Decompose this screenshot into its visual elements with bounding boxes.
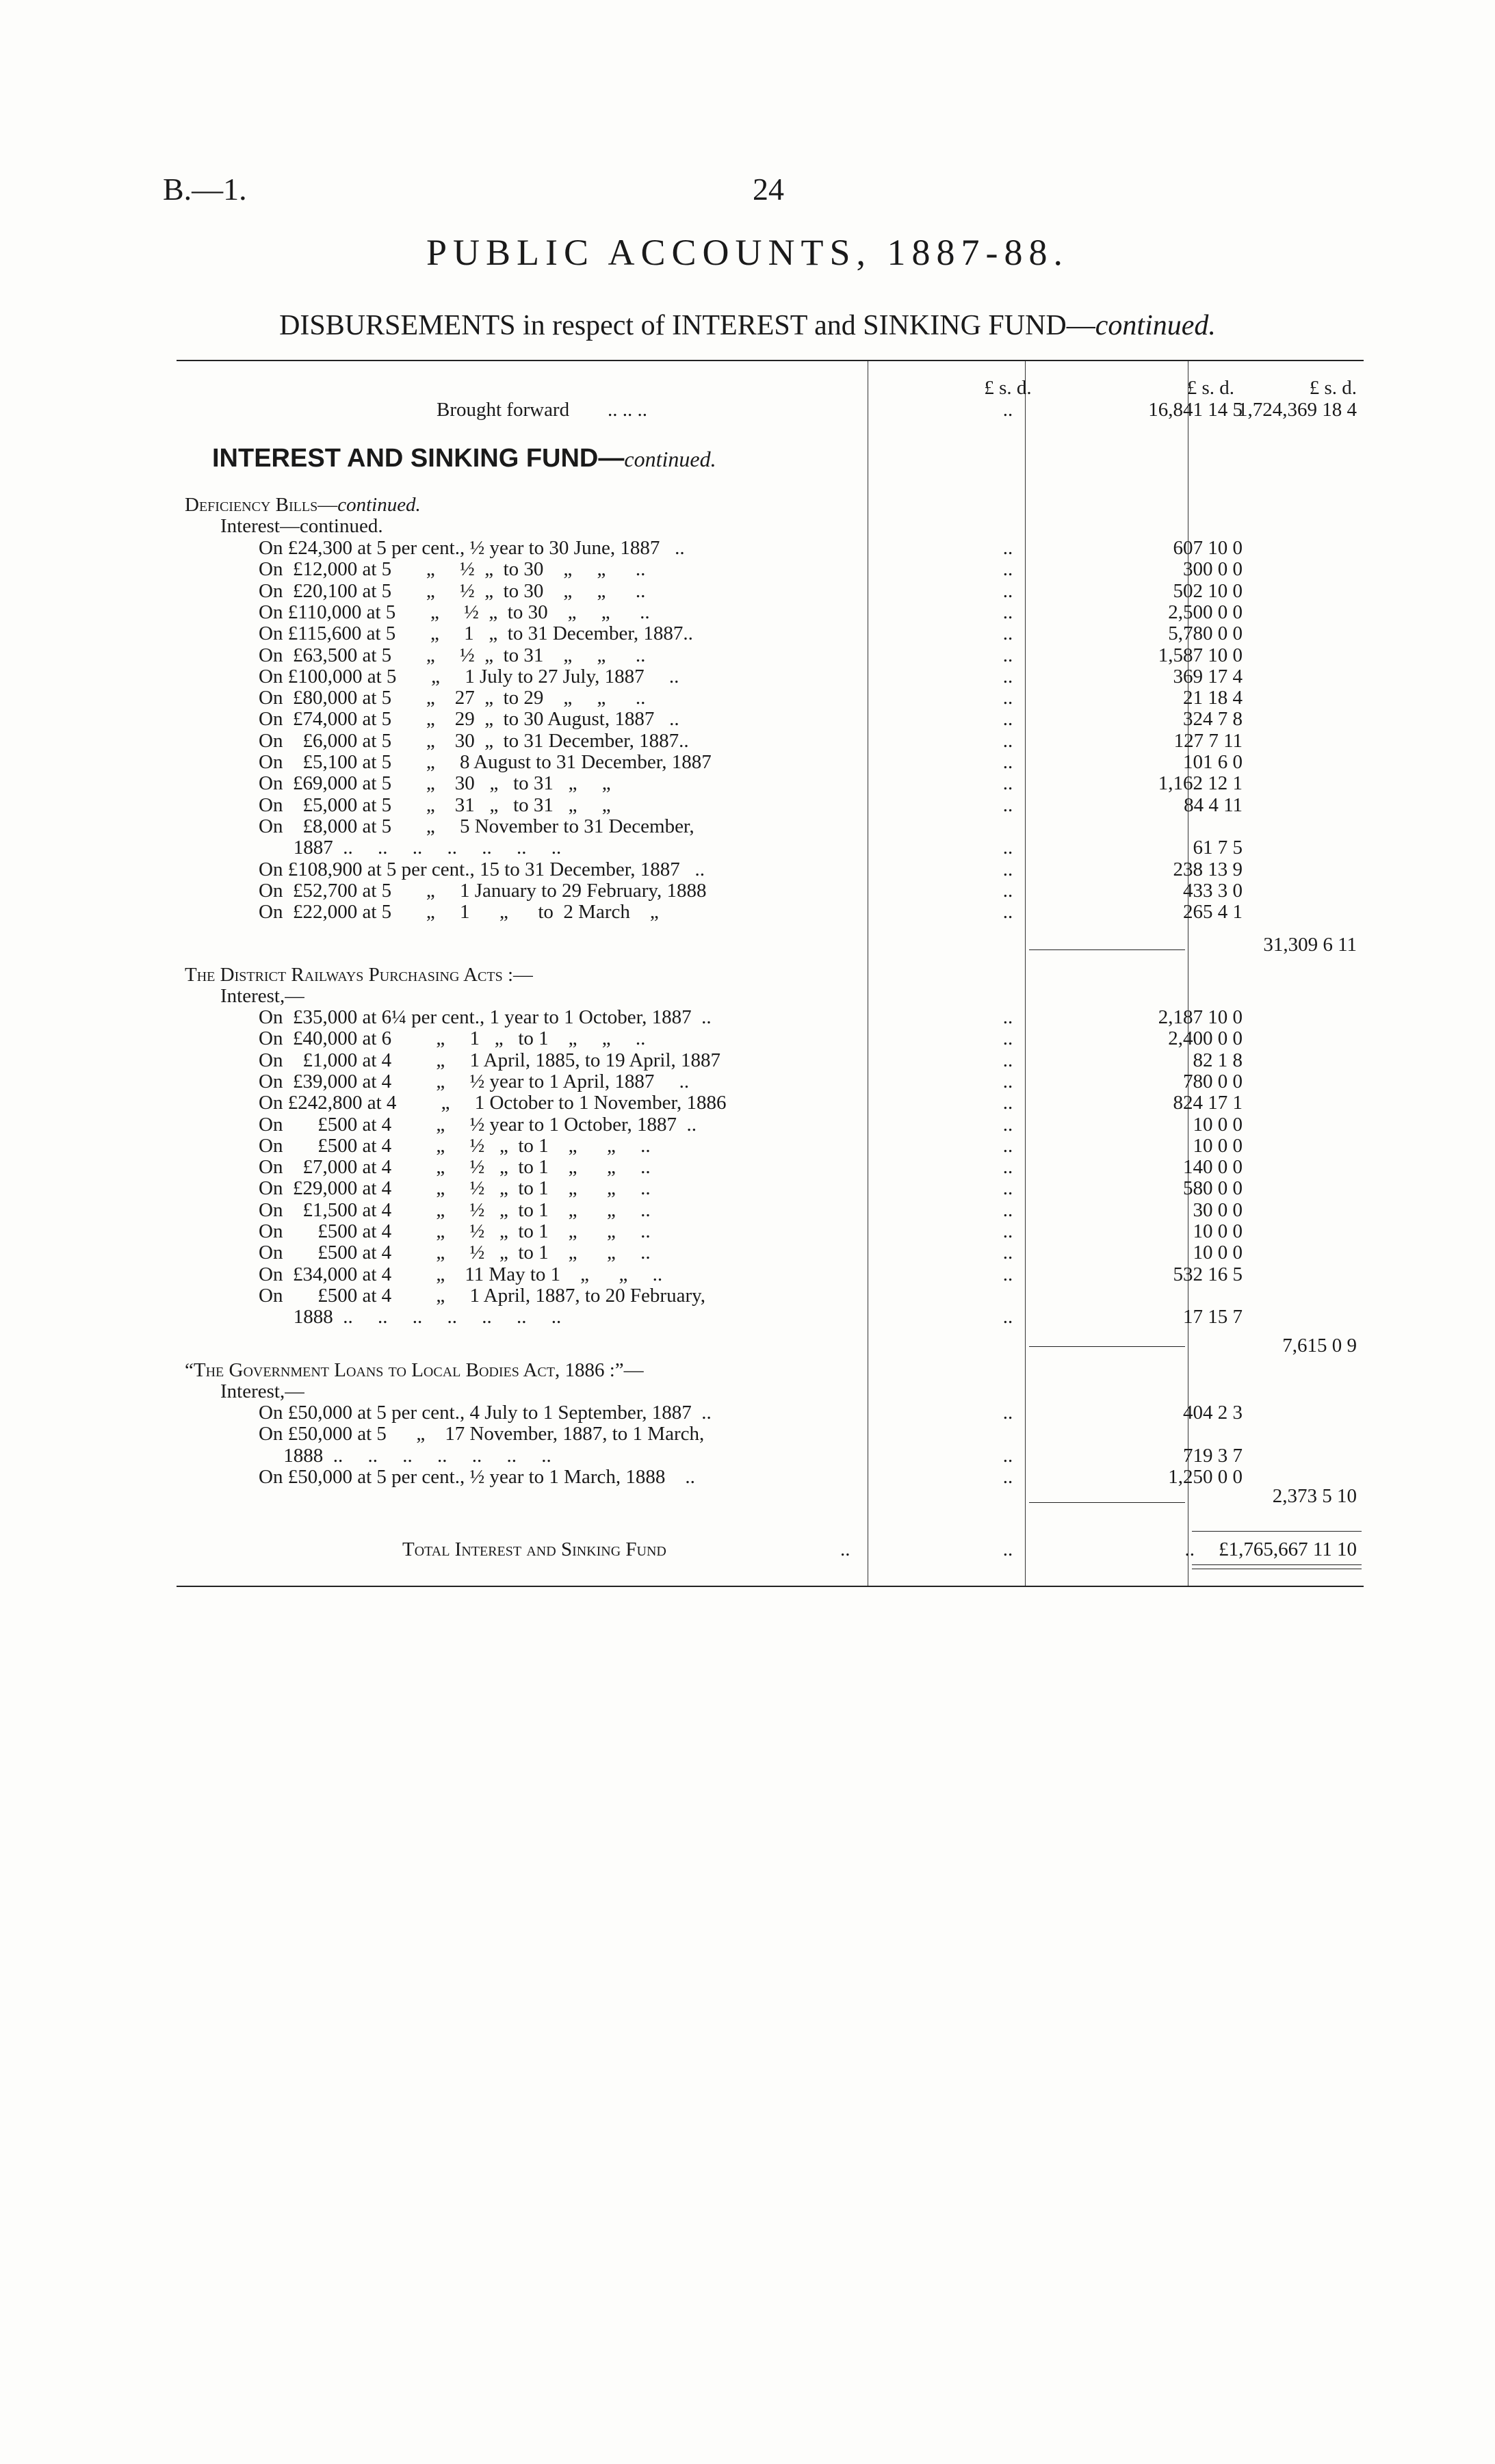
row-col1: .. (1002, 708, 1013, 731)
row-col1: .. (1002, 901, 1013, 923)
loans-subheading (177, 1381, 1364, 1402)
page-title: PUBLIC ACCOUNTS, 1887-88. (426, 232, 1069, 273)
row-col1: .. (1002, 1263, 1013, 1285)
row-col1: .. (1002, 879, 1013, 902)
table-row (177, 1092, 1364, 1114)
table-row (177, 731, 1364, 752)
total-rule (1192, 1531, 1362, 1532)
loans-total-row (177, 1486, 1364, 1507)
table-row (177, 645, 1364, 666)
table-row (177, 1264, 1364, 1285)
grand-total-label: Total Interest and Sinking Fund (402, 1539, 666, 1560)
total-double-rule (1192, 1564, 1362, 1565)
row-description: On £69,000 at 5 „ 30 „ to 31 „ „ (259, 773, 611, 795)
table-row (177, 709, 1364, 730)
table-row (177, 1136, 1364, 1157)
row-amount: 238 13 9 (1173, 858, 1243, 880)
brought-forward-col2: 16,841 14 5 (1148, 399, 1243, 421)
row-amount: 10 0 0 (1193, 1242, 1243, 1264)
railways-total: 7,615 0 9 (1282, 1335, 1357, 1356)
row-description: On £50,000 at 5 „ 17 November, 1887, to 1 March, (259, 1424, 705, 1445)
row-col1: .. (1002, 837, 1013, 859)
brought-forward-label: Brought forward (437, 399, 570, 421)
row-description: On £242,800 at 4 „ 1 October to 1 November, 1886 (259, 1092, 727, 1114)
row-amount: 21 18 4 (1183, 687, 1243, 709)
row-amount: 10 0 0 (1193, 1220, 1243, 1242)
table-row (177, 902, 1364, 923)
leader-dots: .. (840, 1539, 850, 1560)
row-col1: .. (1002, 751, 1013, 773)
table-row (177, 559, 1364, 580)
row-description: On £108,900 at 5 per cent., 15 to 31 December, 1887 .. (259, 859, 705, 880)
table-row (177, 1221, 1364, 1242)
row-description: On £50,000 at 5 per cent., ½ year to 1 March, 1888 .. (259, 1466, 695, 1488)
brought-forward-col3: 1,724,369 18 4 (1238, 399, 1357, 421)
railways-subheading-text: Interest,— (220, 986, 305, 1007)
section-heading-text: INTEREST AND SINKING FUND—continued. (212, 444, 716, 473)
accounts-table (177, 360, 1364, 1587)
column-header-2: £ s. d. (1186, 377, 1234, 399)
loans-total: 2,373 5 10 (1272, 1485, 1357, 1507)
column-header-1: £ s. d. (984, 377, 1032, 399)
row-description: On £29,000 at 4 „ ½ „ to 1 „ „ .. (259, 1178, 651, 1200)
row-description: On £110,000 at 5 „ ½ „ to 30 „ „ .. (259, 601, 650, 623)
row-col1: .. (1002, 1156, 1013, 1179)
table-row (177, 773, 1364, 794)
leader-dots: .. .. .. (608, 399, 647, 421)
row-amount: 1,250 0 0 (1168, 1465, 1243, 1488)
row-col1: .. (1002, 622, 1013, 645)
row-col1: .. (1002, 1092, 1013, 1114)
railways-heading-text: The District Railways Purchasing Acts :— (185, 965, 534, 986)
document-reference: B.—1. (163, 172, 247, 207)
table-row (177, 1157, 1364, 1178)
table-row (177, 880, 1364, 902)
table-row (177, 1467, 1364, 1488)
table-row (177, 1307, 1364, 1328)
railways-heading (177, 965, 1364, 986)
subtitle-main: DISBURSEMENTS in respect of INTEREST and SINKING FUND— (279, 310, 1095, 341)
loans-subheading-text: Interest,— (220, 1381, 305, 1402)
row-description: On £500 at 4 „ ½ „ to 1 „ „ .. (259, 1135, 651, 1157)
row-description: On £5,100 at 5 „ 8 August to 31 December, 1887 (259, 752, 712, 773)
table-row (177, 859, 1364, 880)
row-description: On £80,000 at 5 „ 27 „ to 29 „ „ .. (259, 687, 646, 709)
row-col1: .. (1002, 1465, 1013, 1488)
table-row (177, 1114, 1364, 1136)
table-row (177, 1028, 1364, 1049)
row-col1: .. (1002, 1049, 1013, 1071)
table-row (177, 1285, 1364, 1307)
column-header-3: £ s. d. (1309, 377, 1357, 399)
row-col1: .. (1002, 794, 1013, 816)
row-description: On £40,000 at 6 „ 1 „ to 1 „ „ .. (259, 1028, 646, 1050)
row-col1: .. (1002, 558, 1013, 581)
row-description: On £39,000 at 4 „ ½ year to 1 April, 1887 .. (259, 1071, 690, 1092)
row-description: On £22,000 at 5 „ 1 „ to 2 March „ (259, 902, 659, 923)
row-amount: 300 0 0 (1183, 558, 1243, 581)
row-description: On £500 at 4 „ ½ year to 1 October, 1887 .. (259, 1114, 697, 1136)
table-row (177, 581, 1364, 602)
row-description: 1888 .. .. .. .. .. .. .. (259, 1307, 562, 1328)
table-row (177, 1200, 1364, 1221)
table-row (177, 1007, 1364, 1028)
row-col1: .. (1002, 537, 1013, 559)
row-description: On £500 at 4 „ ½ „ to 1 „ „ .. (259, 1221, 651, 1242)
row-description: On £7,000 at 4 „ ½ „ to 1 „ „ .. (259, 1157, 651, 1179)
row-col1: .. (1002, 687, 1013, 709)
grand-total-col1: .. (1002, 1538, 1013, 1560)
loans-heading (177, 1360, 1364, 1381)
table-row (177, 1242, 1364, 1263)
row-amount: 404 2 3 (1183, 1402, 1243, 1424)
row-col1: .. (1002, 1113, 1013, 1136)
grand-total-value: £1,765,667 11 10 (1219, 1538, 1357, 1560)
row-description: On £74,000 at 5 „ 29 „ to 30 August, 1887 .. (259, 709, 679, 731)
row-amount: 433 3 0 (1183, 879, 1243, 902)
grand-total-row (177, 1539, 1364, 1560)
row-col1: .. (1002, 601, 1013, 623)
row-col1: .. (1002, 1027, 1013, 1050)
loans-heading-text: “The Government Loans to Local Bodies Act, 1886 :”— (185, 1360, 644, 1381)
row-amount: 1,162 12 1 (1158, 772, 1243, 795)
table-row (177, 666, 1364, 687)
row-description: On £8,000 at 5 „ 5 November to 31 December, (259, 815, 694, 837)
row-description: On £12,000 at 5 „ ½ „ to 30 „ „ .. (259, 559, 646, 581)
table-row (177, 623, 1364, 644)
row-amount: 101 6 0 (1183, 751, 1243, 773)
subtitle-continued: continued. (1095, 310, 1216, 341)
row-description: On £500 at 4 „ ½ „ to 1 „ „ .. (259, 1242, 651, 1264)
deficiency-heading (177, 495, 1364, 516)
row-description: On £34,000 at 4 „ 11 May to 1 „ „ .. (259, 1263, 663, 1285)
row-description: On £50,000 at 5 per cent., 4 July to 1 September, 1887 .. (259, 1402, 712, 1424)
column-headers (177, 378, 1364, 399)
section-heading (177, 443, 1364, 474)
row-col1: .. (1002, 729, 1013, 752)
row-col1: .. (1002, 1177, 1013, 1200)
railways-total-row (177, 1335, 1364, 1356)
table-row (177, 816, 1364, 837)
deficiency-total: 31,309 6 11 (1263, 934, 1357, 956)
table-row (177, 1178, 1364, 1199)
row-col1: .. (1002, 1070, 1013, 1092)
row-amount: 82 1 8 (1193, 1049, 1243, 1071)
row-description: 1887 .. .. .. .. .. .. .. (259, 837, 562, 859)
page-number: 24 (753, 172, 784, 207)
row-description: On £500 at 4 „ 1 April, 1887, to 20 February, (259, 1285, 705, 1307)
table-row (177, 1424, 1364, 1445)
row-amount: 2,400 0 0 (1168, 1027, 1243, 1050)
table-row (177, 1071, 1364, 1092)
row-amount: 10 0 0 (1193, 1134, 1243, 1157)
row-col1: .. (1002, 1198, 1013, 1221)
row-amount: 824 17 1 (1173, 1092, 1243, 1114)
row-col1: .. (1002, 579, 1013, 602)
row-amount: 780 0 0 (1183, 1070, 1243, 1092)
table-row (177, 538, 1364, 559)
table-row (177, 752, 1364, 773)
table-row (177, 1050, 1364, 1071)
brought-forward-col1: .. (1002, 399, 1013, 421)
row-amount: 127 7 11 (1173, 729, 1243, 752)
row-amount: 5,780 0 0 (1168, 622, 1243, 645)
row-amount: 607 10 0 (1173, 537, 1243, 559)
row-col1: .. (1002, 644, 1013, 666)
row-description: On £20,100 at 5 „ ½ „ to 30 „ „ .. (259, 580, 646, 602)
row-description: On £6,000 at 5 „ 30 „ to 31 December, 1887.. (259, 730, 689, 752)
row-col1: .. (1002, 1402, 1013, 1424)
row-description: On £24,300 at 5 per cent., ½ year to 30 June, 1887 .. (259, 538, 685, 559)
row-col1: .. (1002, 1134, 1013, 1157)
grand-total-col2: .. (1184, 1538, 1195, 1560)
row-amount: 324 7 8 (1183, 708, 1243, 731)
row-amount: 502 10 0 (1173, 579, 1243, 602)
table-row (177, 687, 1364, 709)
row-amount: 1,587 10 0 (1158, 644, 1243, 666)
deficiency-subheading (177, 516, 1364, 537)
table-row (177, 795, 1364, 816)
row-amount: 580 0 0 (1183, 1177, 1243, 1200)
row-description: On £1,500 at 4 „ ½ „ to 1 „ „ .. (259, 1199, 651, 1221)
row-col1: .. (1002, 1006, 1013, 1028)
table-row (177, 837, 1364, 859)
row-col1: .. (1002, 1306, 1013, 1328)
row-amount: 10 0 0 (1193, 1113, 1243, 1136)
row-col1: .. (1002, 858, 1013, 880)
row-description: 1888 .. .. .. .. .. .. .. (259, 1445, 551, 1467)
row-amount: 140 0 0 (1183, 1156, 1243, 1179)
row-amount: 2,187 10 0 (1158, 1006, 1243, 1028)
row-col1: .. (1002, 1220, 1013, 1242)
deficiency-heading-text: Deficiency Bills—continued. (185, 495, 421, 516)
table-row (177, 1445, 1364, 1467)
row-amount: 61 7 5 (1193, 837, 1243, 859)
row-col1: .. (1002, 665, 1013, 687)
row-col1: .. (1002, 1242, 1013, 1264)
row-amount: 369 17 4 (1173, 665, 1243, 687)
row-description: On £1,000 at 4 „ 1 April, 1885, to 19 April, 1887 (259, 1049, 721, 1071)
row-description: On £52,700 at 5 „ 1 January to 29 February, 1888 (259, 880, 707, 902)
table-row (177, 1402, 1364, 1424)
row-amount: 17 15 7 (1183, 1306, 1243, 1328)
row-amount: 719 3 7 (1183, 1444, 1243, 1467)
row-amount: 84 4 11 (1184, 794, 1243, 816)
deficiency-subheading-text: Interest—continued. (220, 516, 383, 537)
row-description: On £100,000 at 5 „ 1 July to 27 July, 1887 .. (259, 666, 679, 687)
row-description: On £115,600 at 5 „ 1 „ to 31 December, 1887.. (259, 623, 693, 645)
brought-forward-row (177, 399, 1364, 421)
row-col1: .. (1002, 772, 1013, 795)
table-row (177, 602, 1364, 623)
deficiency-total-row (177, 934, 1364, 956)
page-subtitle (0, 309, 1495, 342)
row-amount: 532 16 5 (1173, 1263, 1243, 1285)
row-description: On £5,000 at 5 „ 31 „ to 31 „ „ (259, 794, 611, 816)
railways-subheading (177, 986, 1364, 1007)
row-amount: 265 4 1 (1183, 901, 1243, 923)
row-amount: 2,500 0 0 (1168, 601, 1243, 623)
row-col1: .. (1002, 1444, 1013, 1467)
row-description: On £63,500 at 5 „ ½ „ to 31 „ „ .. (259, 644, 646, 666)
row-amount: 30 0 0 (1193, 1198, 1243, 1221)
row-description: On £35,000 at 6¼ per cent., 1 year to 1 October, 1887 .. (259, 1007, 712, 1028)
